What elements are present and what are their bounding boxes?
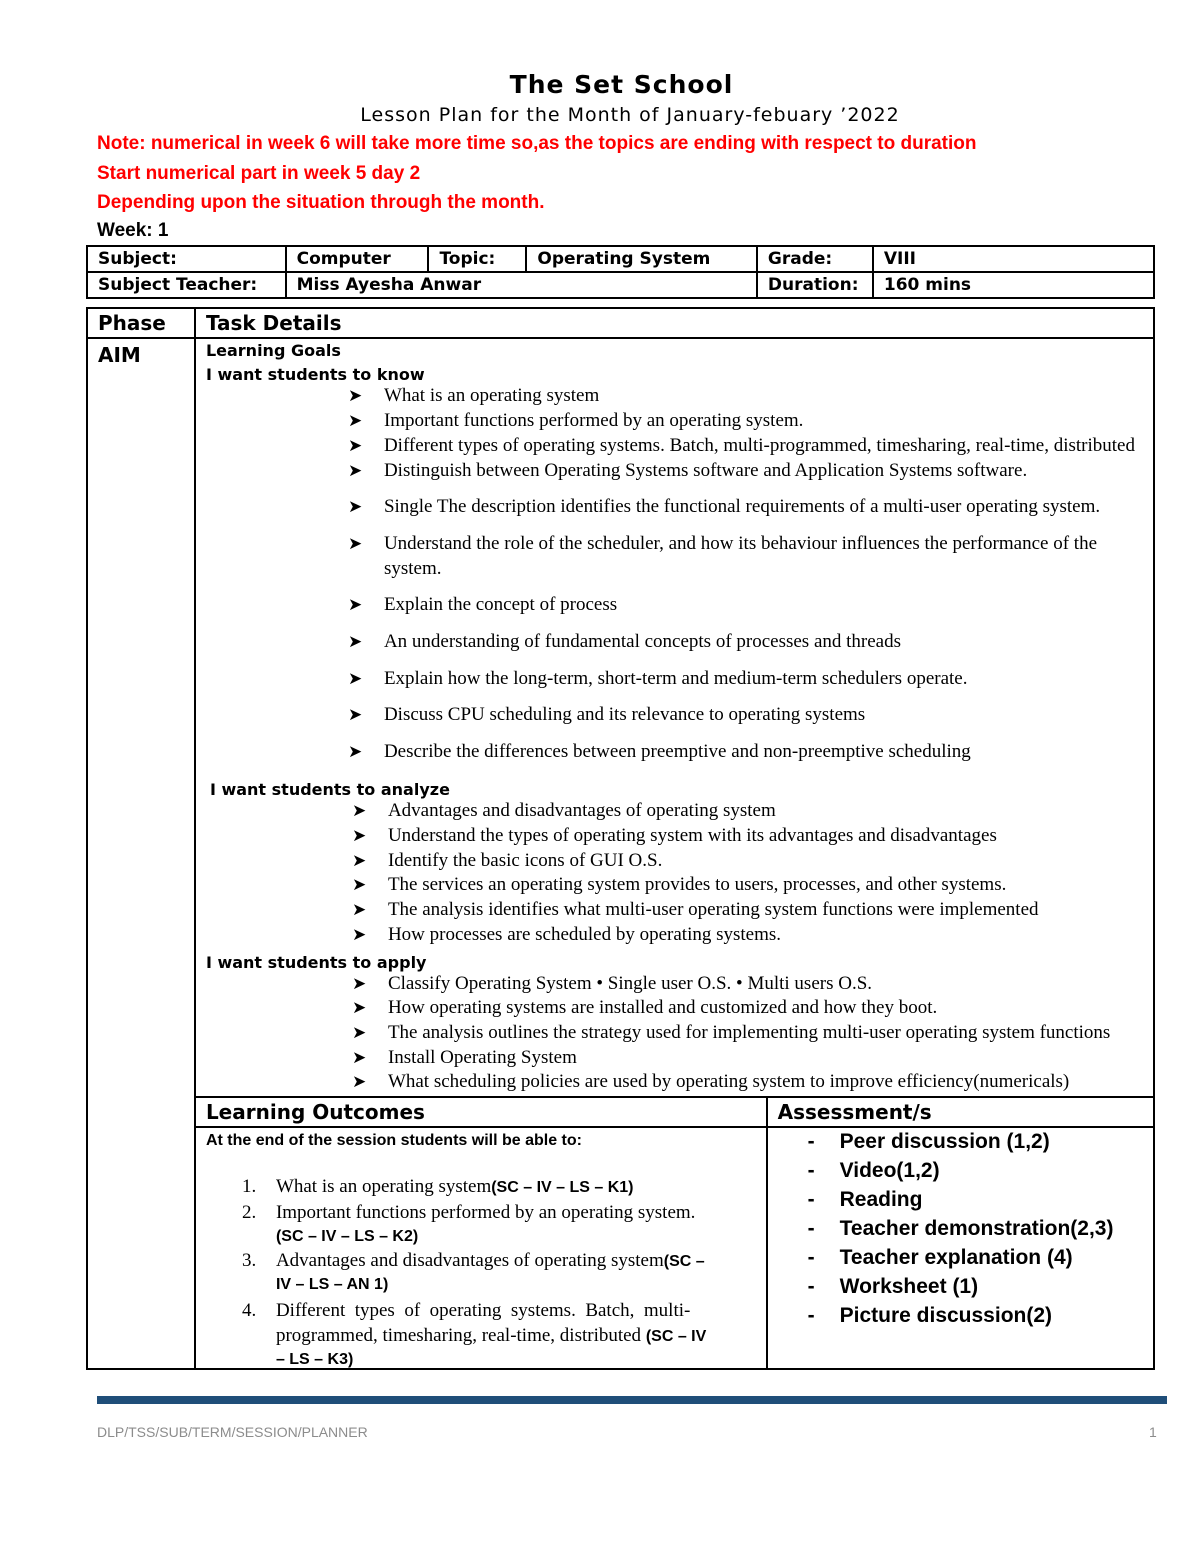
outcomes-intro: At the end of the session students will be able to: [205, 1132, 582, 1149]
arrow-bullet-icon: ➤ [351, 851, 367, 870]
outcome-2-text: Important functions performed by an operating system. [275, 1202, 696, 1223]
outcome-4-code-a: (SC – IV [645, 1328, 707, 1345]
page-number: 1 [1149, 1424, 1157, 1440]
phase-aim: AIM [87, 338, 195, 1369]
know-item: What is an operating system [383, 385, 600, 406]
learning-outcomes-cell [195, 1127, 767, 1369]
teacher-label: Subject Teacher: [87, 272, 286, 298]
arrow-bullet-icon: ➤ [347, 411, 363, 430]
assessment-item: Reading [839, 1188, 923, 1211]
know-item: Describe the differences between preemptive and non-preemptive scheduling [383, 741, 971, 762]
outcome-3-code-b: IV – LS – AN 1) [275, 1276, 389, 1293]
arrow-bullet-icon: ➤ [347, 461, 363, 480]
school-title: The Set School [509, 70, 734, 99]
outcome-1-number: 1. [241, 1176, 257, 1197]
week-label: Week: 1 [97, 220, 169, 241]
footer-bar [97, 1396, 1167, 1404]
apply-item: Install Operating System [387, 1047, 577, 1068]
arrow-bullet-icon: ➤ [351, 1023, 367, 1042]
analyze-item: Identify the basic icons of GUI O.S. [387, 850, 663, 871]
dash-bullet-icon: - [807, 1159, 815, 1182]
know-item: system. [383, 558, 442, 579]
analyze-item: The analysis identifies what multi-user operating system functions were implemented [387, 899, 1039, 920]
arrow-bullet-icon: ➤ [347, 705, 363, 724]
apply-heading: I want students to apply [205, 953, 427, 972]
know-item: Explain how the long-term, short-term and medium-term schedulers operate. [383, 668, 968, 689]
grade-value: VIII [873, 246, 1154, 272]
analyze-item: Understand the types of operating system with its advantages and disadvantages [387, 825, 997, 846]
analyze-heading: I want students to analyze [209, 780, 450, 799]
task-details-header: Task Details [195, 308, 1154, 338]
outcome-4-text-b: programmed, timesharing, real-time, distributed (SC – IV [275, 1325, 707, 1346]
analyze-item: Advantages and disadvantages of operating system [387, 800, 776, 821]
apply-item: What scheduling policies are used by operating system to improve efficiency(numericals) [387, 1071, 1070, 1092]
arrow-bullet-icon: ➤ [347, 632, 363, 651]
apply-item: Classify Operating System • Single user O.S. • Multi users O.S. [387, 973, 873, 994]
know-item: Single The description identifies the functional requirements of a multi-user operating system. [383, 496, 1101, 517]
arrow-bullet-icon: ➤ [351, 1072, 367, 1091]
learning-goals-heading: Learning Goals [205, 341, 341, 360]
apply-item: The analysis outlines the strategy used for implementing multi-user operating system functions [387, 1022, 1111, 1043]
outcome-4-code-b: – LS – K3) [275, 1351, 354, 1368]
know-item: Important functions performed by an operating system. [383, 410, 804, 431]
arrow-bullet-icon: ➤ [351, 998, 367, 1017]
assessment-item: Video(1,2) [839, 1159, 940, 1182]
arrow-bullet-icon: ➤ [347, 595, 363, 614]
phase-header: Phase [87, 308, 195, 338]
assessment-item: Teacher explanation (4) [839, 1246, 1073, 1269]
note-line-3: Depending upon the situation through the month. [97, 192, 545, 213]
assessment-item: Peer discussion (1,2) [839, 1130, 1050, 1153]
dash-bullet-icon: - [807, 1246, 815, 1269]
dash-bullet-icon: - [807, 1217, 815, 1240]
arrow-bullet-icon: ➤ [347, 534, 363, 553]
footer-code: DLP/TSS/SUB/TERM/SESSION/PLANNER [97, 1424, 368, 1440]
subject-label: Subject: [87, 246, 286, 272]
apply-item: How operating systems are installed and customized and how they boot. [387, 997, 938, 1018]
outcome-4-number: 4. [241, 1300, 257, 1321]
know-heading: I want students to know [205, 365, 425, 384]
note-line-2: Start numerical part in week 5 day 2 [97, 163, 421, 184]
grade-label: Grade: [757, 246, 873, 272]
dash-bullet-icon: - [807, 1304, 815, 1327]
know-item: Discuss CPU scheduling and its relevance to operating systems [383, 704, 866, 725]
arrow-bullet-icon: ➤ [351, 801, 367, 820]
arrow-bullet-icon: ➤ [351, 974, 367, 993]
lesson-plan-subtitle: Lesson Plan for the Month of January-febuary ’2022 [360, 104, 900, 126]
outcome-2-code: (SC – IV – LS – K2) [275, 1228, 419, 1245]
outcome-3-number: 3. [241, 1250, 257, 1271]
dash-bullet-icon: - [807, 1188, 815, 1211]
arrow-bullet-icon: ➤ [347, 386, 363, 405]
dash-bullet-icon: - [807, 1275, 815, 1298]
note-line-1: Note: numerical in week 6 will take more time so,as the topics are ending with respect to duration [97, 133, 977, 154]
teacher-value: Miss Ayesha Anwar [286, 272, 757, 298]
lesson-table [86, 307, 1155, 1370]
know-item: Explain the concept of process [383, 594, 618, 615]
know-item: An understanding of fundamental concepts of processes and threads [383, 631, 902, 652]
dash-bullet-icon: - [807, 1130, 815, 1153]
assessment-item: Picture discussion(2) [839, 1304, 1053, 1327]
outcome-3-code-a: (SC – [663, 1253, 705, 1270]
outcome-4-text-a: Different types of operating systems. Batch, multi- [275, 1300, 691, 1321]
analyze-item: The services an operating system provides to users, processes, and other systems. [387, 874, 1007, 895]
outcome-2-number: 2. [241, 1202, 257, 1223]
assessment-list [768, 1128, 1153, 1368]
know-item: Distinguish between Operating Systems software and Application Systems software. [383, 460, 1028, 481]
arrow-bullet-icon: ➤ [351, 826, 367, 845]
assessment-header: Assessment/s [767, 1097, 1154, 1127]
arrow-bullet-icon: ➤ [351, 1048, 367, 1067]
outcome-1-text: What is an operating system(SC – IV – LS – K1) [275, 1176, 634, 1197]
arrow-bullet-icon: ➤ [351, 900, 367, 919]
task-details-cell [195, 338, 1154, 1097]
subject-value: Computer [286, 246, 429, 272]
assessment-item: Teacher demonstration(2,3) [839, 1217, 1114, 1240]
know-item: Different types of operating systems. Batch, multi-programmed, timesharing, real-time, distributed [383, 435, 1135, 456]
arrow-bullet-icon: ➤ [351, 925, 367, 944]
topic-value: Operating System [526, 246, 757, 272]
learning-outcomes-header: Learning Outcomes [195, 1097, 767, 1127]
outcome-3-text: Advantages and disadvantages of operating system(SC – [275, 1250, 705, 1271]
outcome-1-code: (SC – IV – LS – K1) [491, 1179, 634, 1196]
duration-value: 160 mins [873, 272, 1154, 298]
arrow-bullet-icon: ➤ [347, 742, 363, 761]
know-item: Understand the role of the scheduler, and how its behaviour influences the performance of the [383, 533, 1098, 554]
analyze-item: How processes are scheduled by operating systems. [387, 924, 782, 945]
assessment-item: Worksheet (1) [839, 1275, 979, 1298]
arrow-bullet-icon: ➤ [347, 497, 363, 516]
duration-label: Duration: [757, 272, 873, 298]
arrow-bullet-icon: ➤ [347, 436, 363, 455]
topic-label: Topic: [428, 246, 526, 272]
info-table [86, 245, 1155, 299]
arrow-bullet-icon: ➤ [351, 875, 367, 894]
assessment-cell [767, 1127, 1154, 1369]
arrow-bullet-icon: ➤ [347, 669, 363, 688]
